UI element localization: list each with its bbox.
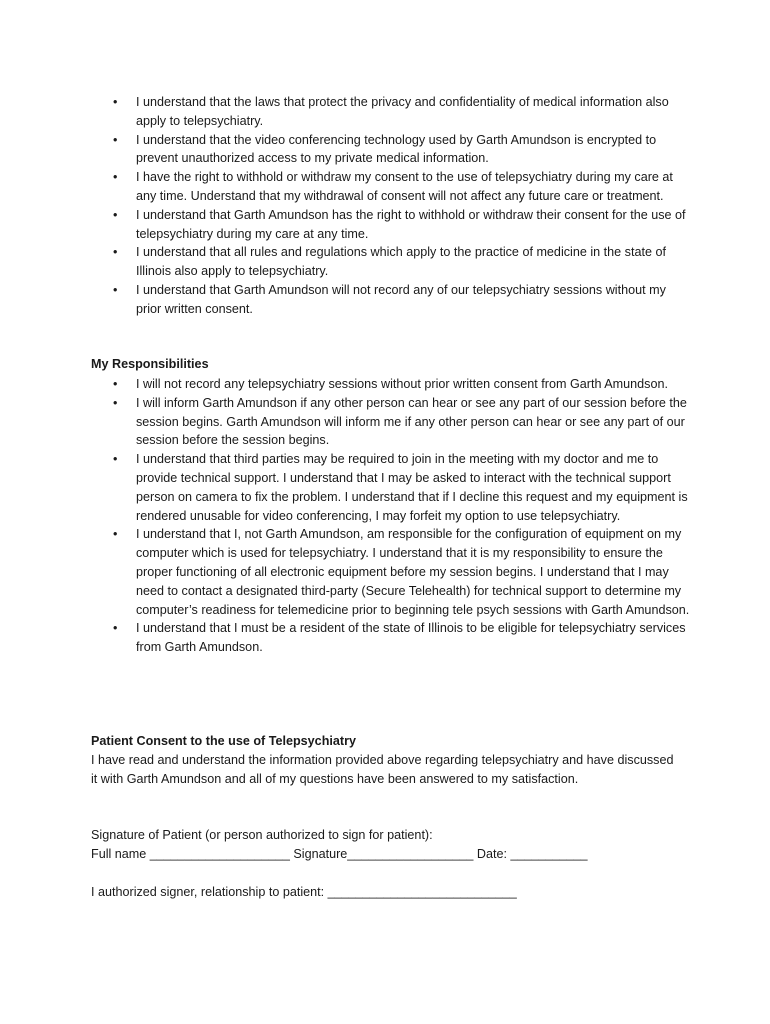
authorized-signer-line: I authorized signer, relationship to patient: ___________________________ — [91, 885, 517, 899]
list-item-text: I understand that I, not Garth Amundson, am responsible for the configuration of equipment on my computer which is used for telepsychiatry. I understand that it is my responsibility to ensure the proper functioning of all electronic equipment before my session begins. I understand that I may need to contact a designated third-party (Secure Telehealth) for technical support to determine my computer’s readiness for telemedicine prior to beginning tele psych sessions with Garth Amundson. — [136, 527, 690, 617]
bullet-icon: • — [113, 621, 118, 636]
list-item-text: I understand that Garth Amundson will not record any of our telepsychiatry sessions without my prior written consent. — [136, 282, 666, 316]
bullet-icon: • — [113, 377, 118, 391]
bullet-icon: • — [113, 395, 118, 410]
list-item — [113, 168, 693, 206]
bullet-icon: • — [113, 452, 118, 467]
list-item-text: I understand that I must be a resident of the state of Illinois to be eligible for telepsychiatry services from Garth Amundson. — [136, 621, 686, 655]
bullet-icon: • — [113, 170, 118, 185]
bullet-icon: • — [113, 95, 118, 109]
bullet-icon: • — [113, 207, 118, 222]
list-item-text: I understand that Garth Amundson has the right to withhold or withdraw their consent for the use of telepsychiatry during my care at any time. — [136, 207, 686, 241]
list-item-text: I understand that the laws that protect the privacy and confidentiality of medical information also apply to telepsychiatry. — [136, 95, 669, 128]
list-item — [113, 394, 693, 450]
bullet-icon: • — [113, 282, 118, 297]
bullet-icon: • — [113, 527, 118, 542]
list-item-text: I understand that third parties may be required to join in the meeting with my doctor and me to provide technical support. I understand that I may be asked to interact with the technical support person on camera to fix the problem. I understand that if I decline this request and my equipment is rendered unusable for video conferencing, I may forfeit my option to use telepsychiatry. — [136, 452, 688, 523]
list-item — [113, 243, 693, 281]
list-item-text: I understand that all rules and regulations which apply to the practice of medicine in the state of Illinois also apply to telepsychiatry. — [136, 245, 666, 279]
responsibilities-bullet-list — [113, 375, 693, 657]
list-item-text: I have the right to withhold or withdraw my consent to the use of telepsychiatry during my care at any time. Understand that my withdrawal of consent will not affect any future care or treatment. — [136, 170, 673, 203]
list-item — [113, 131, 693, 169]
responsibilities-heading: My Responsibilities — [91, 357, 209, 371]
list-item — [113, 525, 693, 619]
list-item-text: I will not record any telepsychiatry sessions without prior written consent from Garth Amundson. — [136, 377, 668, 391]
list-item — [113, 93, 693, 131]
list-item-text: I understand that the video conferencing technology used by Garth Amundson is encrypted to prevent unauthorized access to my private medical information. — [136, 132, 657, 166]
list-item — [113, 206, 693, 244]
privacy-bullet-list — [113, 93, 693, 319]
consent-paragraph: I have read and understand the information provided above regarding telepsychiatry and have discussed it with Garth Amundson and all of my questions have been answered to my satisfaction. — [91, 753, 674, 786]
list-item-text: I will inform Garth Amundson if any other person can hear or see any part of our session before the session begins. Garth Amundson will inform me if any other person can hear or see any part of our session before the session begins. — [136, 395, 687, 448]
signature-line: Full name ____________________ Signature__________________ Date: ___________ — [91, 847, 588, 861]
list-item — [113, 281, 693, 319]
consent-heading: Patient Consent to the use of Telepsychiatry — [91, 734, 356, 748]
list-item — [113, 619, 693, 657]
bullet-icon: • — [113, 132, 118, 147]
list-item — [113, 450, 693, 525]
list-item — [113, 375, 693, 394]
bullet-icon: • — [113, 245, 118, 260]
signature-label: Signature of Patient (or person authorized to sign for patient): — [91, 828, 433, 842]
